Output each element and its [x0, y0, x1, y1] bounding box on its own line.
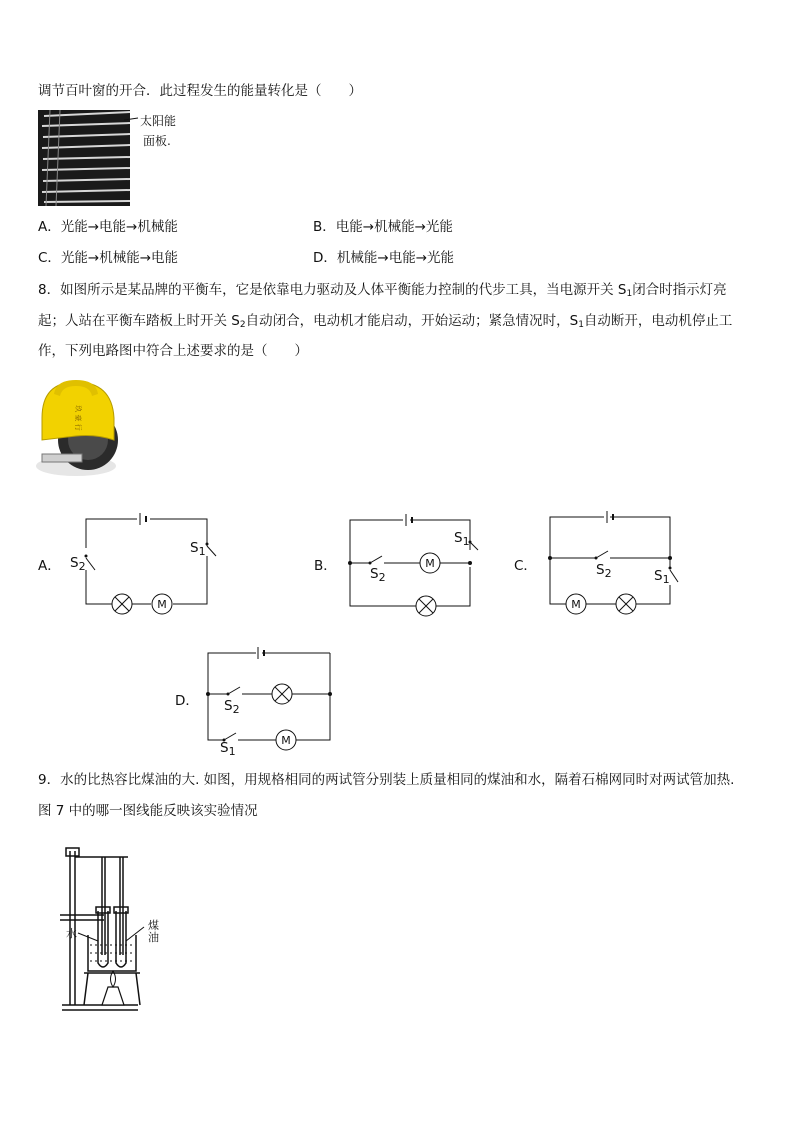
svg-text:S1: $S_1$ — [220, 740, 236, 758]
motor-icon — [420, 553, 440, 573]
circuit-a-label[interactable]: A． — [38, 558, 61, 574]
lamp-icon — [416, 596, 436, 616]
water-label: 水 — [66, 927, 77, 940]
svg-text:M: M — [425, 557, 435, 570]
svg-text:S2: $S_2$ — [224, 698, 240, 716]
circuit-c-diagram — [548, 510, 678, 610]
q7-option-d[interactable]: D．机械能→电能→光能 — [313, 250, 455, 266]
q8-stem-line-3: 作，下列电路图中符合上述要求的是（ ） — [38, 343, 308, 359]
balance-scooter-picture — [36, 378, 118, 478]
solar-panel-label-1: 太阳能 — [140, 114, 177, 128]
q7-option-b[interactable]: B．电能→机械能→光能 — [313, 219, 453, 235]
lamp-icon — [272, 684, 292, 704]
svg-text:S1: $S_1$ — [654, 568, 670, 586]
circuit-d-diagram — [206, 646, 336, 756]
lamp-icon — [616, 594, 636, 614]
q9-stem-line-2: 图 7 中的哪一图线能反映该实验情况 — [38, 803, 258, 819]
scooter-brand-text: 玖 豪 行 — [74, 405, 82, 431]
svg-text:S2: $S_2$ — [70, 555, 86, 573]
q8-stem-line-2: 起；人站在平衡车踏板上时开关 $S_2$自动闭合，电动机才能启动，开始运动；紧急情况时，$S_1$自动断开，电动机停止工 — [38, 313, 733, 330]
kerosene-label-2: 油 — [148, 931, 159, 944]
circuit-a-diagram — [70, 508, 222, 612]
circuit-b-diagram — [348, 512, 478, 612]
svg-text:S1: $S_1$ — [454, 530, 470, 548]
motor-icon — [152, 594, 172, 614]
q9-stem-line-1: 9．水的比热容比煤油的大. 如图，用规格相同的两试管分别装上质量相同的煤油和水，隔着石棉网同时对两试管加热. — [38, 772, 735, 788]
svg-text:M: M — [281, 734, 291, 747]
kerosene-label-1: 煤 — [148, 919, 159, 932]
svg-text:M: M — [571, 598, 581, 611]
circuit-b-label[interactable]: B． — [314, 558, 337, 574]
svg-text:M: M — [157, 598, 167, 611]
q7-stem: 调节百叶窗的开合．此过程发生的能量转化是（ ） — [38, 83, 362, 99]
solar-panel-label-2: 面板. — [143, 134, 171, 148]
q7-option-a[interactable]: A．光能→电能→机械能 — [38, 219, 178, 235]
svg-text:S2: $S_2$ — [370, 566, 386, 584]
circuit-d-label[interactable]: D． — [175, 693, 199, 709]
q7-option-c[interactable]: C．光能→机械能→电能 — [38, 250, 179, 266]
svg-text:S2: $S_2$ — [596, 562, 612, 580]
motor-icon — [566, 594, 586, 614]
svg-text:S1: $S_1$ — [190, 540, 206, 558]
lamp-icon — [112, 594, 132, 614]
q8-stem-line-1: 8．如图所示是某品牌的平衡车，它是依靠电力驱动及人体平衡能力控制的代步工具，当电源开关 $S_1$闭合时指示灯亮 — [38, 282, 727, 299]
motor-icon — [276, 730, 296, 750]
circuit-c-label[interactable]: C． — [514, 558, 537, 574]
heating-apparatus-figure — [58, 845, 168, 1015]
